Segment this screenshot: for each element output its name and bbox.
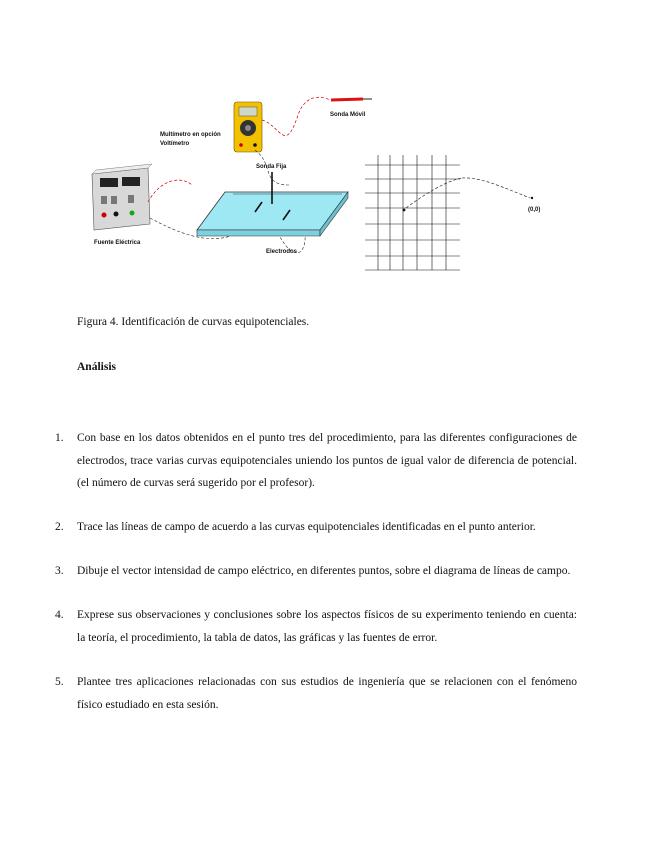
list-item-number: 2. [55,521,64,534]
multimeter-label: Multímetro en opción [160,132,221,138]
red-cable [262,97,330,135]
list-spacer [55,583,577,605]
multimeter-icon [234,102,262,152]
list-item [55,604,577,649]
list-item-text: Dibuje el vector intensidad de campo eléctrico, en diferentes puntos, sobre el diagrama de líneas de campo. [77,565,571,578]
list-item-number: 5. [55,676,64,689]
list-item-text: Trace las líneas de campo de acuerdo a las curvas equipotenciales identificadas en el punto anterior. [77,521,536,534]
mobile-probe-icon [331,99,363,100]
list-spacer [55,495,577,517]
power-source-label: Fuente Eléctrica [94,240,141,246]
list-item-number: 3. [55,565,64,578]
list-item-number: 1. [55,432,64,444]
list-spacer [55,650,577,672]
mobile-probe-label: Sonda Móvil [330,112,366,118]
list-item-number: 4. [55,609,64,622]
coordinate-grid [365,155,460,270]
measurement-point [403,209,406,212]
origin-path-line [462,178,530,198]
fixed-probe-label: Sonda Fija [256,164,287,170]
power-supply-icon [92,164,152,230]
list-item [55,560,577,583]
section-heading: Análisis [77,361,116,373]
list-item [55,516,577,539]
origin-point [531,197,533,199]
experiment-diagram [80,90,560,280]
origin-label: (0,0) [528,207,541,213]
list-item-text: Plantee tres aplicaciones relacionadas con sus estudios de ingeniería que se relacionen con el fenómeno físico estudiado en esta sesión. [77,676,577,711]
electrodes-label: Electrodos [266,249,298,255]
source-cable-red [148,180,192,202]
voltmeter-label: Voltímetro [160,141,190,147]
experiment-figure [80,90,560,280]
list-item-text: Con base en los datos obtenidos en el punto tres del procedimiento, para las diferentes configuraciones de electrodos, trace varias curvas equipotenciales uniendo los puntos de igual valor de diferencia de potencial. (el número de curvas será sugerido por el profesor). [77,432,577,490]
figure-caption: Figura 4. Identificación de curvas equipotenciales. [77,316,310,328]
list-spacer [55,539,577,561]
list-item-text: Exprese sus observaciones y conclusiones sobre los aspectos físicos de su experimento teniendo en cuenta: la teoría, el procedimiento, la tabla de datos, las gráficas y las fuentes de error. [77,609,577,645]
list-item [55,671,577,716]
analysis-list [55,427,577,716]
list-item [55,427,577,495]
